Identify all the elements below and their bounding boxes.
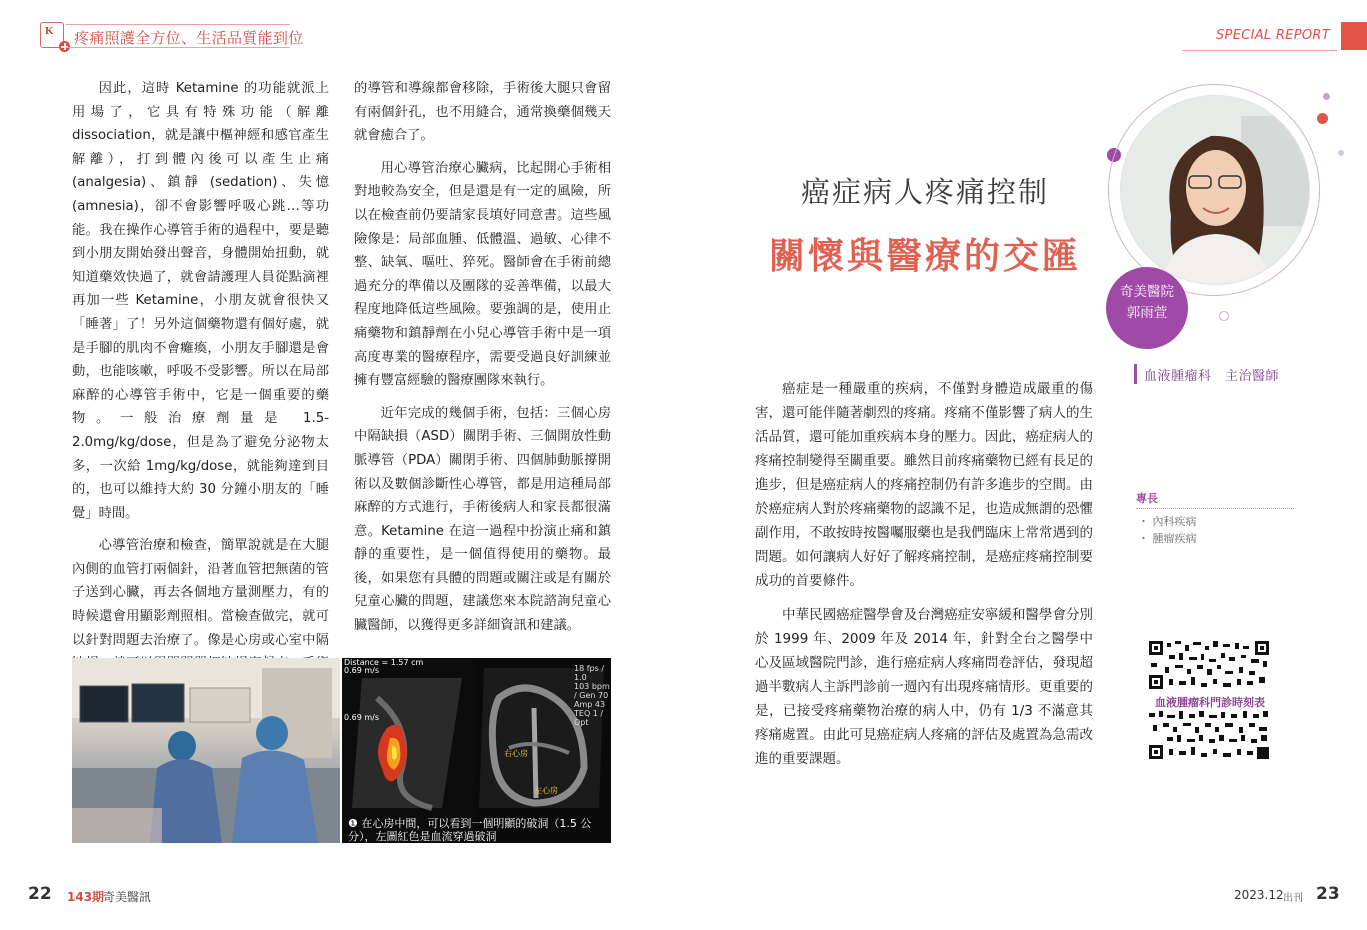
dept-accent-bar bbox=[1134, 364, 1137, 384]
paragraph: 近年完成的幾個手術，包括：三個心房中隔缺損（ASD）關閉手術、三個開放性動脈導管（PDA）關閉手術、四個肺動脈撐開術以及數個診斷性心導管，都是用這種局部麻醉的方式進行，手術後病人和家長都很滿意。Ketamine 在這一過程中扮演止痛和鎮靜的重要性，是一個值得使用的藥物。最後，如果您有具體的問題或關注或是有關於兒童心臟的問題，建議您來本院諮詢兒童心臟醫師，以獲得更多詳細資訊和建議。 bbox=[354, 405, 611, 634]
echo-distance-label: Distance = 1.57 cm bbox=[344, 658, 424, 667]
decor-dot bbox=[1219, 311, 1229, 321]
qr-code-label: 血液腫瘤科門診時刻表 bbox=[1155, 696, 1265, 709]
header-right-rule bbox=[1182, 50, 1337, 51]
qr-code-top[interactable] bbox=[1149, 641, 1269, 689]
info-icon: ❶ bbox=[348, 817, 362, 830]
left-article-column-1 bbox=[72, 77, 329, 708]
publish-date: 2023.12 bbox=[1234, 888, 1284, 902]
figure-caption: ❶ 在心房中間，可以看到一個明顯的破洞（1.5 公分），左圖紅色是血流穿過破洞 bbox=[348, 817, 592, 843]
qr-code-bottom[interactable] bbox=[1149, 711, 1269, 759]
header-right-color-block bbox=[1341, 22, 1367, 50]
magazine-name: 奇美醫訊 bbox=[103, 890, 152, 904]
paragraph: 癌症是一種嚴重的疾病，不僅對身體造成嚴重的傷害，還可能伴隨著劇烈的疼痛。疼痛不僅影響了病人的生活品質，還可能加重疾病本身的壓力。因此，癌症病人的疼痛控制變得至關重要。雖然目前疼痛藥物已經有長足的進步，但是癌症病人的疼痛控制仍有許多進步的空間。由於癌症病人對於疼痛藥物的認識不足，也造成無謂的恐懼副作用，不敢按時按醫囑服藥也是我們臨床上常常遇到的問題。如何讓病人好好了解疼痛控制，是癌症疼痛控制要成功的首要條件。 bbox=[755, 381, 1093, 589]
echo-speed-label-top: 0.69 m/s bbox=[344, 666, 380, 675]
paragraph: 用心導管治療心臟病，比起開心手術相對地較為安全，但是還是有一定的風險，所以在檢查前仍要請家長填好同意書。這些風險像是：局部血腫、低體溫、過敏、心律不整、缺氧、嘔吐、猝死。醫師會在手術前總過充分的準備以及團隊的妥善準備，以最大程度地降低這些風險。要強調的是，使用止痛藥物和鎮靜劑在小兒心導管手術中是一項高度專業的醫療程序，需要受過良好訓練並擁有豐富經驗的醫療團隊來執行。 bbox=[354, 160, 611, 389]
echo-settings: 18 fps / 1.0 103 bpm / Gen 70 Amp 43 TEQ 1 / Opt bbox=[574, 664, 610, 727]
article-title: 癌症病人疼痛控制 bbox=[800, 175, 1049, 209]
issue-number: 143期 bbox=[67, 890, 105, 904]
page-number-left: 22 bbox=[28, 884, 52, 904]
echo-label-right-atrium: 右心房 bbox=[504, 749, 528, 758]
echocardiogram-color-doppler bbox=[342, 658, 474, 843]
decor-dot bbox=[1317, 113, 1328, 124]
series-title: 疼痛照護全方位、生活品質能到位 bbox=[74, 29, 304, 47]
doctor-hospital: 奇美醫院 bbox=[1120, 284, 1174, 300]
doctor-name-badge bbox=[1106, 267, 1188, 349]
doctor-department: 血液腫瘤科 主治醫師 bbox=[1144, 369, 1280, 384]
echo-label-left-atrium: 左心房 bbox=[534, 786, 558, 795]
decor-dot bbox=[1338, 150, 1344, 156]
publish-label: 出刊 bbox=[1283, 893, 1303, 904]
article-subtitle: 關懷與醫療的交匯 bbox=[768, 236, 1081, 277]
left-article-column-2 bbox=[354, 77, 611, 647]
echocardiogram-2d bbox=[474, 658, 611, 843]
specialty-item: ・ 內科疾病 bbox=[1138, 515, 1197, 528]
specialty-heading: 專長 bbox=[1136, 492, 1158, 505]
header-rule-top bbox=[66, 24, 290, 25]
specialty-divider bbox=[1136, 508, 1294, 509]
header-rule-bottom bbox=[66, 47, 290, 48]
cath-lab-photo bbox=[72, 658, 340, 843]
page-number-right: 23 bbox=[1316, 884, 1340, 904]
paragraph: 中華民國癌症醫學會及台灣癌症安寧緩和醫學會分別於 1999 年、2009 年及 2014 年，針對全台之醫學中心及區域醫院門診，進行癌症病人疼痛問卷評估，發現超過半數病人主訴門診前一週內有出現疼痛情形。更重要的是，已接受疼痛藥物治療的病人中，仍有 1/3 不滿意其疼痛處置。由此可見癌症病人疼痛的評估及處置為急需改進的重要課題。 bbox=[755, 607, 1093, 767]
echo-speed-label-mid: 0.69 m/s bbox=[344, 713, 380, 722]
special-report-label: SPECIAL REPORT bbox=[1216, 28, 1330, 43]
doctor-portrait-photo bbox=[1120, 95, 1310, 285]
decor-dot bbox=[1323, 93, 1330, 100]
paragraph: 心導管治療和檢查，簡單說就是在大腿內側的血管打兩個針，沿著血管把無菌的管子送到心臟，再去各個地方量測壓力，有的時候還會用顯影劑照相。當檢查做完，就可以針對問題去治療了。像是心房或心室中隔 bbox=[72, 538, 329, 648]
series-logo-icon: K bbox=[40, 22, 64, 48]
paragraph: 因此，這時 Ketamine 的功能就派上用場了，它具有特殊功能（解離 dissociation，就是讓中樞神經和感官產生解離），打到體內後可以產生止痛 (analgesia)、鎮靜 (sedation)、失憶 (amnesia)，卻不會影響呼吸心跳…等功能。我在操作心導管手術的過程中，要是聽到小朋友開始發出聲音，身體開始扭動，就知道藥效快過了，就會請護理人員從點滴裡再加一些 Ketamine，小朋友就會很快又「睡著」了！另外這個藥物還有個好處，就是手腳的肌肉不會癱瘓，小朋友手腳還是會動，也能咳嗽，呼吸不受影響。所以在局部麻醉的心導管手術中，它是一個重要的藥物。一般治療劑量是 1.5-2.0mg/kg/dose，但是為了避免分泌物太多，一次給 1mg/kg/dose，就能夠達到目的，也可以維持大約 30 分鐘小朋友的「睡覺」時間。 bbox=[72, 81, 329, 521]
right-article-column bbox=[755, 377, 1093, 781]
doctor-name: 郭雨萱 bbox=[1126, 305, 1168, 321]
paragraph: 的導管和導線都會移除，手術後大腿只會留有兩個針孔，也不用縫合，通常換藥個幾天就會癒合了。 bbox=[354, 81, 611, 144]
specialty-item: ・ 腫瘤疾病 bbox=[1138, 532, 1197, 545]
